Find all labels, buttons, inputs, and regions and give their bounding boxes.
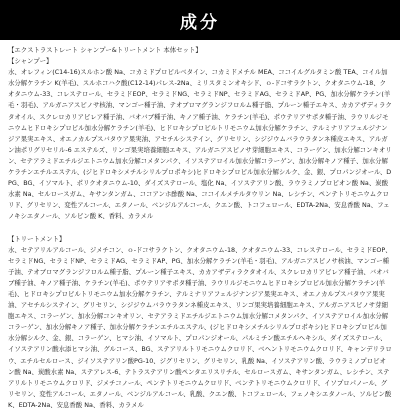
page-title: 成分 [180, 12, 220, 33]
set-title: 【エクストラストレート シャンプー&トリートメント 本体セット】 [8, 46, 202, 54]
section-spacer [8, 223, 392, 234]
treatment-heading: 【トリートメント】 [8, 234, 66, 243]
treatment-ingredients: 水、セテアリルアルコール、ジメチコン、ｏ-ドコサラクトン、クオタニウム-18、クオタニウム-33、コレステロール、セラミドEOP、セラミドNG、セラミドNP、セラミドAG、セラミドAP、PG、加水分解ケラチン(羊毛・羽毛)、アルガニアスピノサ核油、マンゴー種子油、テオブロマグランジフロルム種子脂、プルーン種子エキス、カカアザディラクタオイル、スクレロカリアビレア種子油、バオバブ種子油、キノア種子油、ケラチン(羊毛)、ポウテリアサポタ種子油、ラウリルジモニウムヒドロキシプロピル加水分解ケラチン(羊毛)、ヒドロキシプロピルトリモニウム加水分解ケラチン、テルミナリアフェルジナンジア果実エキス、オエノカルプスバタウア果実油、アセチルシステイン、グリセリン、シジジウムバラウラタンネ種皮エキス、リンゴ果実培養細胞エキス、アルガニアスピノサ芽細胞エキス、コラーゲン、加水分解コンキオリン、セテアラミドエチルジエトニウム加水分解コメタンパク、イソステアロイル加水分解コラーゲン、加水分解キノア種子、加水分解ケラチンエチルエステル、(ジヒドロキシメチルシリルプロポキシ)ヒドロキシプロピル加水分解シルク、金、銀、コラーゲン、ヒマシ油、イソマルト、プロパンジオール、パルミチン酸エチルヘキシル、ダイズステロール、イソステアリン酸水添ヒマシ油、グルコース、BG、ステアリルトリモニウムクロリド、ベヘントリモニウムクロリド、キャンデリラロウ、エチルセルロース、ジイソステアリン酸PG-10、ジグリセリン、グリセリン、乳酸 Na、イソステアリン酸、ラウラミノプロピオン酸 Na、炭酸水素 Na、ステアレス-6、テトラステアリン酸ペンタエリスリチル、セルロースガム、キサンタンガム、レシチン、ステアリルトリモニウムクロリド、ジメチコノール、ペンテトリモニウムクロリド、ベンテトリモニウムクロリド、イソプロパノール、グリセリン、変性アルコール、エタノール、ベンジルアルコール、乳酸、クエン酸、トコフェロール、フェノキシエタノール、ソルビン酸 K、EDTA-2Na、安息香酸 Na、香料、カラメル [8, 245, 392, 409]
shampoo-ingredients: 水、オレフィン(C14-16)スルホン酸 Na、コカミドプロピルベタイン、コカミドメチル MEA、ココイルグルタミン酸 TEA、コイル加水分解ケラチン K(羊毛)、スルホコハク酸(C12-14)パレス-2Na、ミリスタミンオキシド、ｏ-ドコサラクトン、クオタニウム-18、クオタニウム-33、コレステロール、セラミドEOP、セラミドNG、セラミドNP、セラミドAG、セラミドAP、PG、加水分解ケラチン(羊毛・羽毛)、アルガニアスピノサ核油、マンゴー種子油、テオブロマグランジフロルム種子脂、プルーン種子エキス、カカアザディラクタオイル、スクレロカリアビレア種子油、バオバブ種子油、キノア種子油、ケラチン(羊毛)、ポウテリアサポタ種子油、ラウリルジモニウムヒドロキシプロピル加水分解ケラチン(羊毛)、ヒドロキシプロピルトリモニウム加水分解ケラチン、テルミナリアフェルジナンジア果実エキス、オエノカルプスバタウア果実油、アセチルシステイン、グリセリン、シジジウムバラウラタンネ種皮エキス、アルガン油ポリグリセリル-6 エステルズ、リンゴ果実培養細胞エキス、アルガニアスピノサ芽細胞エキス、コラーゲン、加水分解コンキオリン、セテアラミドエチルジエトニウム加水分解コメタンパク、イソステアロイル加水分解コラーゲン、加水分解キノア種子、加水分解ケラチンエチルエステル、(ジヒドロキシメチルシリルプロポキシ)ヒドロキシプロピル加水分解シルク、金、銀、プロパンジオール、DPG、BG、イソマルト、ポリクオタニウム-10、ダイズステロール、塩化 Na、イソステアリン酸、ラウラミノプロピオン酸 Na、炭酸水素 Na、セルロースガム、キサンタンガム、ココアンホ酢酸 Na、ココイルメチルタウリン Na、レシチン、ペンテトリモニウムクロリド、グリセリン、変性アルコール、エタノール、ベンジルアルコール、クエン酸、トコフェロール、EDTA-2Na、安息香酸 Na、フェノキシエタノール、ソルビン酸 K、香料、カラメル [8, 68, 392, 221]
ingredients-content [0, 40, 400, 411]
header-bar [0, 0, 400, 40]
shampoo-heading: 【シャンプー】 [8, 57, 53, 66]
